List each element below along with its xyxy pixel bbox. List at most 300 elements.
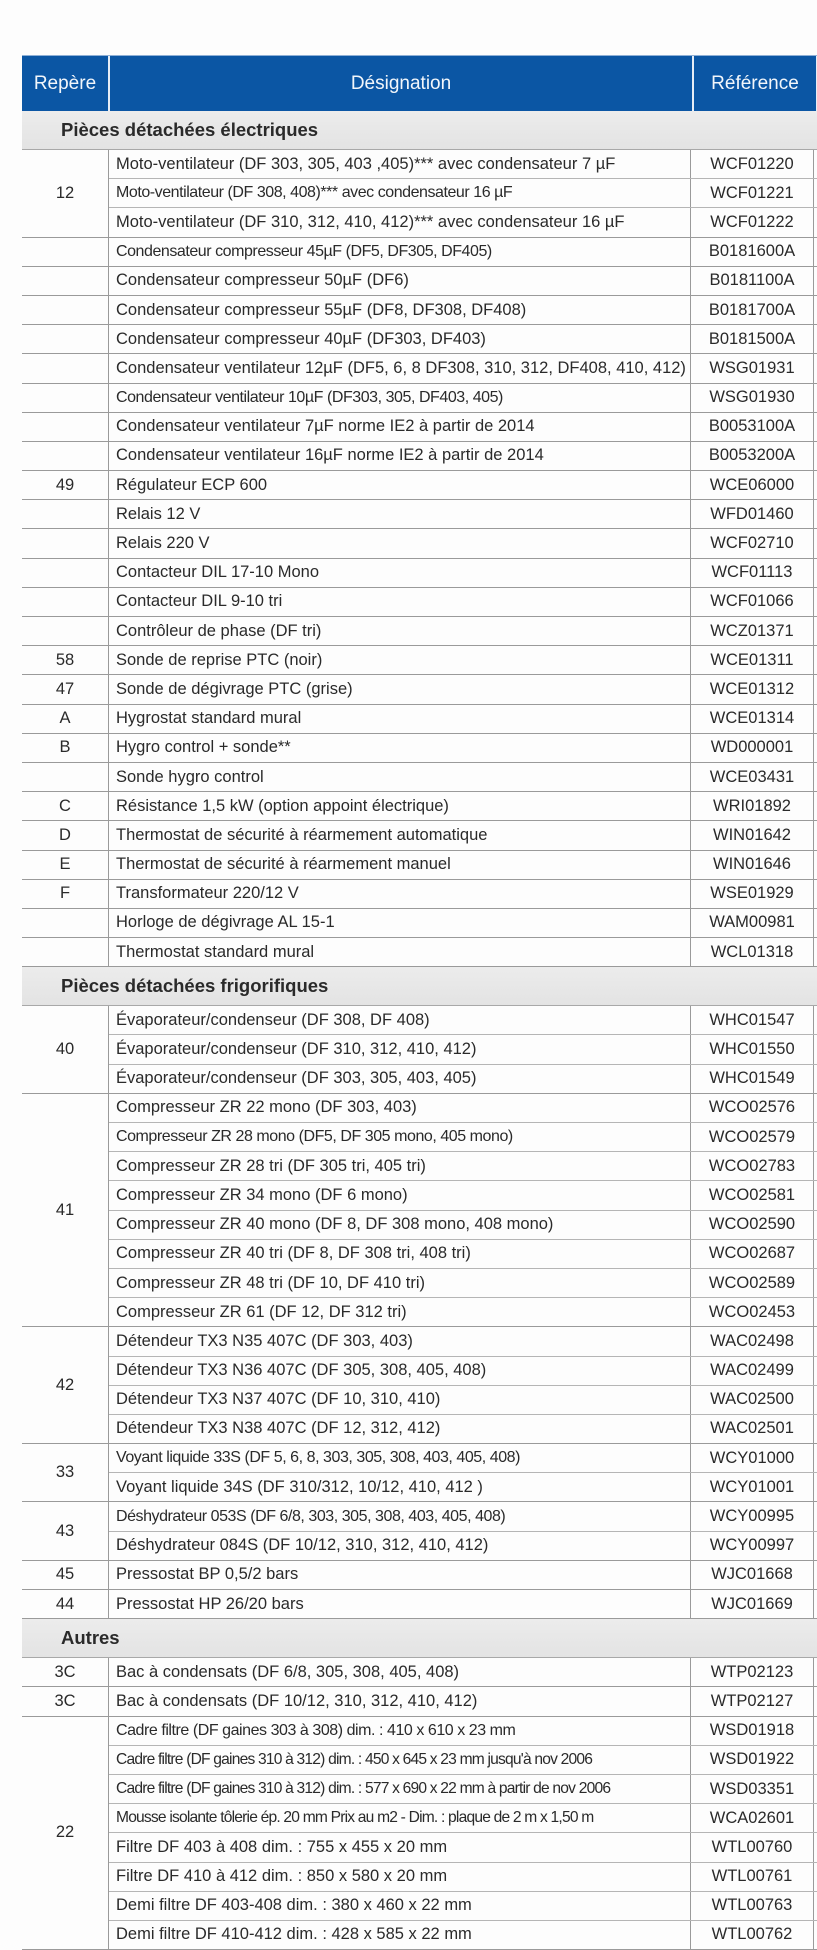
extra-cell xyxy=(813,1804,817,1832)
reference-cell: WCY01000 xyxy=(690,1444,813,1472)
extra-cell xyxy=(813,938,817,966)
table-row xyxy=(109,588,817,616)
designation-cell: Compresseur ZR 40 mono (DF 8, DF 308 mono, 408 mono) xyxy=(116,1215,554,1234)
table-row xyxy=(109,734,817,762)
designation-cell: Voyant liquide 33S (DF 5, 6, 8, 303, 305, 308, 403, 405, 408) xyxy=(116,1449,520,1467)
table-row xyxy=(109,646,817,674)
table-row xyxy=(109,1532,817,1560)
extra-cell xyxy=(813,1211,817,1239)
row-group xyxy=(22,792,817,821)
table-row xyxy=(109,1035,817,1064)
row-group xyxy=(22,705,817,734)
row-group xyxy=(22,1687,817,1716)
reference-cell: WCE03431 xyxy=(690,763,813,791)
designation-cell: Hygrostat standard mural xyxy=(116,709,302,728)
table-row xyxy=(109,1357,817,1386)
reference-cell: WTP02123 xyxy=(690,1658,813,1686)
repere-cell xyxy=(22,325,109,353)
reference-cell: WCE01312 xyxy=(690,675,813,703)
reference-cell: WHC01547 xyxy=(690,1006,813,1034)
repere-cell: 33 xyxy=(22,1444,109,1501)
extra-cell xyxy=(813,471,817,499)
reference-cell: WTP02127 xyxy=(690,1687,813,1715)
extra-cell xyxy=(813,384,817,412)
reference-cell: WJC01669 xyxy=(690,1590,813,1618)
designation-cell: Bac à condensats (DF 10/12, 310, 312, 410, 412) xyxy=(116,1691,478,1710)
extra-cell xyxy=(813,588,817,616)
table-row xyxy=(109,1181,817,1210)
header-designation: Désignation xyxy=(108,56,692,111)
reference-cell: WCZ01371 xyxy=(690,617,813,645)
designation-cell: Condensateur ventilateur 16µF norme IE2 à partir de 2014 xyxy=(116,446,544,465)
section-header: Autres xyxy=(22,1619,817,1658)
table-body xyxy=(22,111,817,1950)
table-row xyxy=(109,1658,817,1686)
extra-cell xyxy=(813,1863,817,1891)
row-group xyxy=(22,851,817,880)
reference-cell: WIN01642 xyxy=(690,821,813,849)
reference-cell: WCF01113 xyxy=(690,559,813,587)
designation-cell: Relais 12 V xyxy=(116,504,201,523)
reference-cell: B0053100A xyxy=(690,413,813,441)
table-row xyxy=(109,792,817,820)
table-row xyxy=(109,1473,817,1501)
reference-cell: B0053200A xyxy=(690,442,813,470)
table-row xyxy=(109,938,817,966)
designation-cell: Filtre DF 403 à 408 dim. : 755 x 455 x 20 mm xyxy=(116,1837,448,1856)
reference-cell: WTL00761 xyxy=(690,1863,813,1891)
repere-cell xyxy=(22,938,109,966)
extra-cell xyxy=(813,1152,817,1180)
row-group xyxy=(22,588,817,617)
designation-cell: Compresseur ZR 22 mono (DF 303, 403) xyxy=(116,1098,417,1117)
table-row xyxy=(109,1863,817,1892)
designation-cell: Sonde de dégivrage PTC (grise) xyxy=(116,679,353,698)
reference-cell: WCL01318 xyxy=(690,938,813,966)
table-row xyxy=(109,471,817,499)
repere-cell: 12 xyxy=(22,150,109,237)
repere-cell xyxy=(22,588,109,616)
repere-cell: 47 xyxy=(22,675,109,703)
table-row xyxy=(109,1211,817,1240)
table-row xyxy=(109,821,817,849)
table-row xyxy=(109,413,817,441)
table-row xyxy=(109,1240,817,1269)
repere-cell: 43 xyxy=(22,1502,109,1559)
extra-cell xyxy=(813,559,817,587)
table-row xyxy=(109,1921,817,1949)
row-group xyxy=(22,325,817,354)
reference-cell: WCO02687 xyxy=(690,1240,813,1268)
repere-cell: 3C xyxy=(22,1658,109,1686)
designation-cell: Évaporateur/condenseur (DF 308, DF 408) xyxy=(116,1010,430,1029)
row-group xyxy=(22,354,817,383)
table-row xyxy=(109,500,817,528)
extra-cell xyxy=(813,1065,817,1093)
designation-cell: Thermostat standard mural xyxy=(116,942,315,961)
row-group xyxy=(22,1658,817,1687)
reference-cell: WAM00981 xyxy=(690,909,813,937)
row-group xyxy=(22,1717,817,1950)
table-row xyxy=(109,1386,817,1415)
designation-cell: Évaporateur/condenseur (DF 303, 305, 403, 405) xyxy=(116,1069,477,1088)
extra-cell xyxy=(813,821,817,849)
table-row xyxy=(109,1804,817,1833)
table-row xyxy=(109,1590,817,1618)
repere-cell: 41 xyxy=(22,1094,109,1327)
extra-cell xyxy=(813,1921,817,1949)
repere-cell xyxy=(22,500,109,528)
table-row xyxy=(109,150,817,179)
row-group xyxy=(22,1327,817,1444)
extra-cell xyxy=(813,1658,817,1686)
repere-cell xyxy=(22,442,109,470)
reference-cell: WSG01930 xyxy=(690,384,813,412)
reference-cell: WCO02783 xyxy=(690,1152,813,1180)
designation-cell: Compresseur ZR 40 tri (DF 8, DF 308 tri, 408 tri) xyxy=(116,1244,471,1263)
reference-cell: WCY01001 xyxy=(690,1473,813,1501)
row-group xyxy=(22,1444,817,1502)
extra-cell xyxy=(813,1687,817,1715)
extra-cell xyxy=(813,1746,817,1774)
table-row xyxy=(109,325,817,353)
designation-cell: Moto-ventilateur (DF 308, 408)*** avec condensateur 16 µF xyxy=(116,184,513,202)
designation-cell: Condensateur ventilateur 10µF (DF303, 305, DF403, 405) xyxy=(116,388,503,406)
table-row xyxy=(109,354,817,382)
repere-cell: 44 xyxy=(22,1590,109,1618)
extra-cell xyxy=(813,1502,817,1530)
designation-cell: Condensateur ventilateur 12µF (DF5, 6, 8 DF308, 310, 312, DF408, 410, 412) xyxy=(116,358,686,377)
table-row xyxy=(109,1415,817,1443)
extra-cell xyxy=(813,763,817,791)
reference-cell: WCF02710 xyxy=(690,529,813,557)
repere-cell xyxy=(22,354,109,382)
extra-cell xyxy=(813,1892,817,1920)
table-row xyxy=(109,559,817,587)
table-row xyxy=(109,1687,817,1715)
designation-cell: Déshydrateur 084S (DF 10/12, 310, 312, 410, 412) xyxy=(116,1536,489,1555)
repere-cell: 45 xyxy=(22,1561,109,1589)
reference-cell: WCE06000 xyxy=(690,471,813,499)
row-group xyxy=(22,938,817,967)
designation-cell: Cadre filtre (DF gaines 303 à 308) dim. : 410 x 610 x 23 mm xyxy=(116,1721,516,1739)
extra-cell xyxy=(813,179,817,207)
table-row xyxy=(109,675,817,703)
row-group xyxy=(22,296,817,325)
extra-cell xyxy=(813,734,817,762)
table-row xyxy=(109,1833,817,1862)
extra-cell xyxy=(813,675,817,703)
extra-cell xyxy=(813,500,817,528)
repere-cell xyxy=(22,296,109,324)
reference-cell: WSE01929 xyxy=(690,880,813,908)
designation-cell: Évaporateur/condenseur (DF 310, 312, 410, 412) xyxy=(116,1040,477,1059)
row-group xyxy=(22,1590,817,1619)
reference-cell: WAC02498 xyxy=(690,1327,813,1355)
designation-cell: Horloge de dégivrage AL 15-1 xyxy=(116,913,335,932)
extra-cell xyxy=(813,617,817,645)
designation-cell: Compresseur ZR 28 mono (DF5, DF 305 mono, 405 mono) xyxy=(116,1128,513,1146)
table-row xyxy=(109,1746,817,1775)
table-row xyxy=(109,705,817,733)
reference-cell: B0181600A xyxy=(690,238,813,266)
table-row xyxy=(109,909,817,937)
designation-cell: Régulateur ECP 600 xyxy=(116,475,268,494)
designation-cell: Compresseur ZR 28 tri (DF 305 tri, 405 tri) xyxy=(116,1156,426,1175)
table-row xyxy=(109,1327,817,1356)
table-row xyxy=(109,384,817,412)
row-group xyxy=(22,267,817,296)
extra-cell xyxy=(813,851,817,879)
row-group xyxy=(22,821,817,850)
row-group xyxy=(22,909,817,938)
extra-cell xyxy=(813,1473,817,1501)
row-group xyxy=(22,442,817,471)
repere-cell xyxy=(22,529,109,557)
reference-cell: WCY00995 xyxy=(690,1502,813,1530)
row-group xyxy=(22,1502,817,1560)
row-group xyxy=(22,880,817,909)
repere-cell: B xyxy=(22,734,109,762)
extra-cell xyxy=(813,1327,817,1355)
table-row xyxy=(109,267,817,295)
repere-cell: 49 xyxy=(22,471,109,499)
repere-cell: 22 xyxy=(22,1717,109,1950)
extra-cell xyxy=(813,1298,817,1326)
designation-cell: Déshydrateur 053S (DF 6/8, 303, 305, 308, 403, 405, 408) xyxy=(116,1507,506,1525)
designation-cell: Détendeur TX3 N36 407C (DF 305, 308, 405, 408) xyxy=(116,1361,487,1380)
designation-cell: Condensateur ventilateur 7µF norme IE2 à partir de 2014 xyxy=(116,417,535,436)
table-row xyxy=(109,1269,817,1298)
reference-cell: B0181700A xyxy=(690,296,813,324)
designation-cell: Sonde hygro control xyxy=(116,767,264,786)
designation-cell: Compresseur ZR 34 mono (DF 6 mono) xyxy=(116,1185,408,1204)
row-group xyxy=(22,150,817,238)
extra-cell xyxy=(813,1181,817,1209)
table-row xyxy=(109,1892,817,1921)
row-group xyxy=(22,1561,817,1590)
repere-cell xyxy=(22,763,109,791)
extra-cell xyxy=(813,1717,817,1745)
table-row xyxy=(109,529,817,557)
reference-cell: WCO02581 xyxy=(690,1181,813,1209)
reference-cell: WIN01646 xyxy=(690,851,813,879)
extra-cell xyxy=(813,1775,817,1803)
designation-cell: Pressostat HP 26/20 bars xyxy=(116,1594,304,1613)
extra-cell xyxy=(813,1006,817,1034)
extra-cell xyxy=(813,1269,817,1297)
reference-cell: WCE01314 xyxy=(690,705,813,733)
reference-cell: WSD03351 xyxy=(690,1775,813,1803)
designation-cell: Condensateur compresseur 40µF (DF303, DF403) xyxy=(116,329,486,348)
row-group xyxy=(22,471,817,500)
reference-cell: WTL00762 xyxy=(690,1921,813,1949)
row-group xyxy=(22,763,817,792)
designation-cell: Voyant liquide 34S (DF 310/312, 10/12, 410, 412 ) xyxy=(116,1477,483,1496)
extra-cell xyxy=(813,296,817,324)
extra-cell xyxy=(813,1590,817,1618)
reference-cell: B0181100A xyxy=(690,267,813,295)
reference-cell: WSG01931 xyxy=(690,354,813,382)
row-group xyxy=(22,1006,817,1094)
designation-cell: Condensateur compresseur 50µF (DF6) xyxy=(116,271,409,290)
table-row xyxy=(109,1006,817,1035)
reference-cell: WCE01311 xyxy=(690,646,813,674)
reference-cell: WD000001 xyxy=(690,734,813,762)
table-row xyxy=(109,851,817,879)
header-repere: Repère xyxy=(33,72,97,94)
reference-cell: WSD01922 xyxy=(690,1746,813,1774)
designation-cell: Mousse isolante tôlerie ép. 20 mm Prix au m2 - Dim. : plaque de 2 m x 1,50 m xyxy=(116,1809,594,1827)
reference-cell: WAC02499 xyxy=(690,1357,813,1385)
extra-cell xyxy=(813,267,817,295)
reference-cell: WRI01892 xyxy=(690,792,813,820)
reference-cell: WJC01668 xyxy=(690,1561,813,1589)
designation-cell: Moto-ventilateur (DF 310, 312, 410, 412)*** avec condensateur 16 µF xyxy=(116,212,625,231)
table-row xyxy=(109,617,817,645)
extra-cell xyxy=(813,1561,817,1589)
reference-cell: WCO02589 xyxy=(690,1269,813,1297)
extra-cell xyxy=(813,1532,817,1560)
designation-cell: Détendeur TX3 N35 407C (DF 303, 403) xyxy=(116,1331,413,1350)
section-header: Pièces détachées frigorifiques xyxy=(22,967,817,1006)
reference-cell: WTL00763 xyxy=(690,1892,813,1920)
table-row xyxy=(109,1444,817,1473)
designation-cell: Thermostat de sécurité à réarmement automatique xyxy=(116,825,488,844)
reference-cell: WCO02579 xyxy=(690,1123,813,1151)
row-group xyxy=(22,617,817,646)
row-group xyxy=(22,238,817,267)
extra-cell xyxy=(813,208,817,236)
table-row xyxy=(109,880,817,908)
extra-cell xyxy=(813,238,817,266)
row-group xyxy=(22,734,817,763)
repere-cell xyxy=(22,909,109,937)
designation-cell: Contacteur DIL 9-10 tri xyxy=(116,592,283,611)
extra-cell xyxy=(813,1035,817,1063)
row-group xyxy=(22,559,817,588)
table-row xyxy=(109,1065,817,1093)
reference-cell: WCO02576 xyxy=(690,1094,813,1122)
extra-cell xyxy=(813,354,817,382)
table-row xyxy=(109,296,817,324)
extra-cell xyxy=(813,1123,817,1151)
designation-cell: Contacteur DIL 17-10 Mono xyxy=(116,563,320,582)
designation-cell: Demi filtre DF 410-412 dim. : 428 x 585 x 22 mm xyxy=(116,1925,472,1944)
reference-cell: WCF01222 xyxy=(690,208,813,236)
repere-cell xyxy=(22,238,109,266)
reference-cell: WCO02453 xyxy=(690,1298,813,1326)
row-group xyxy=(22,529,817,558)
extra-cell xyxy=(813,1240,817,1268)
table-header xyxy=(22,55,817,111)
row-group xyxy=(22,675,817,704)
table-row xyxy=(109,1123,817,1152)
designation-cell: Bac à condensats (DF 6/8, 305, 308, 405, 408) xyxy=(116,1662,460,1681)
reference-cell: WCF01066 xyxy=(690,588,813,616)
table-row xyxy=(109,1561,817,1589)
repere-cell: 40 xyxy=(22,1006,109,1093)
extra-cell xyxy=(813,1444,817,1472)
header-reference: Référence xyxy=(692,56,816,111)
designation-cell: Demi filtre DF 403-408 dim. : 380 x 460 x 22 mm xyxy=(116,1896,472,1915)
repere-cell: C xyxy=(22,792,109,820)
designation-cell: Résistance 1,5 kW (option appoint électrique) xyxy=(116,796,449,815)
designation-cell: Filtre DF 410 à 412 dim. : 850 x 580 x 20 mm xyxy=(116,1867,448,1886)
designation-cell: Transformateur 220/12 V xyxy=(116,884,299,903)
row-group xyxy=(22,1094,817,1328)
designation-cell: Contrôleur de phase (DF tri) xyxy=(116,621,322,640)
table-row xyxy=(109,1502,817,1531)
designation-cell: Hygro control + sonde** xyxy=(116,738,291,757)
reference-cell: WCF01220 xyxy=(690,150,813,178)
designation-cell: Sonde de reprise PTC (noir) xyxy=(116,650,323,669)
repere-cell xyxy=(22,413,109,441)
extra-cell xyxy=(813,413,817,441)
extra-cell xyxy=(813,1415,817,1443)
designation-cell: Cadre filtre (DF gaines 310 à 312) dim. : 577 x 690 x 22 mm à partir de nov 2006 xyxy=(116,1780,611,1798)
reference-cell: WCY00997 xyxy=(690,1532,813,1560)
reference-cell: WFD01460 xyxy=(690,500,813,528)
repere-cell: 42 xyxy=(22,1327,109,1443)
row-group xyxy=(22,384,817,413)
extra-cell xyxy=(813,1357,817,1385)
designation-cell: Compresseur ZR 48 tri (DF 10, DF 410 tri) xyxy=(116,1273,425,1292)
extra-cell xyxy=(813,792,817,820)
designation-cell: Pressostat BP 0,5/2 bars xyxy=(116,1565,299,1584)
designation-cell: Relais 220 V xyxy=(116,534,210,553)
extra-cell xyxy=(813,442,817,470)
extra-cell xyxy=(813,150,817,178)
reference-cell: WAC02501 xyxy=(690,1415,813,1443)
extra-cell xyxy=(813,1386,817,1414)
repere-cell: 58 xyxy=(22,646,109,674)
repere-cell: 3C xyxy=(22,1687,109,1715)
repere-cell: A xyxy=(22,705,109,733)
row-group xyxy=(22,646,817,675)
extra-cell xyxy=(813,880,817,908)
extra-cell xyxy=(813,705,817,733)
extra-cell xyxy=(813,1833,817,1861)
reference-cell: WAC02500 xyxy=(690,1386,813,1414)
table-row xyxy=(109,238,817,266)
table-row xyxy=(109,1775,817,1804)
designation-cell: Condensateur compresseur 55µF (DF8, DF308, DF408) xyxy=(116,300,527,319)
row-group xyxy=(22,413,817,442)
reference-cell: WTL00760 xyxy=(690,1833,813,1861)
table-row xyxy=(109,1717,817,1746)
reference-cell: WCO02590 xyxy=(690,1211,813,1239)
designation-cell: Thermostat de sécurité à réarmement manuel xyxy=(116,855,451,874)
reference-cell: WCF01221 xyxy=(690,179,813,207)
repere-cell: F xyxy=(22,880,109,908)
table-row xyxy=(109,1298,817,1326)
table-row xyxy=(109,763,817,791)
reference-cell: B0181500A xyxy=(690,325,813,353)
repere-cell xyxy=(22,384,109,412)
extra-cell xyxy=(813,325,817,353)
extra-cell xyxy=(813,529,817,557)
table-row xyxy=(109,1152,817,1181)
repere-cell xyxy=(22,267,109,295)
reference-cell: WCA02601 xyxy=(690,1804,813,1832)
designation-cell: Détendeur TX3 N37 407C (DF 10, 310, 410) xyxy=(116,1390,441,1409)
reference-cell: WSD01918 xyxy=(690,1717,813,1745)
designation-cell: Cadre filtre (DF gaines 310 à 312) dim. : 450 x 645 x 23 mm jusqu'à nov 2006 xyxy=(116,1750,593,1768)
extra-cell xyxy=(813,1094,817,1122)
extra-cell xyxy=(813,646,817,674)
repere-cell xyxy=(22,559,109,587)
